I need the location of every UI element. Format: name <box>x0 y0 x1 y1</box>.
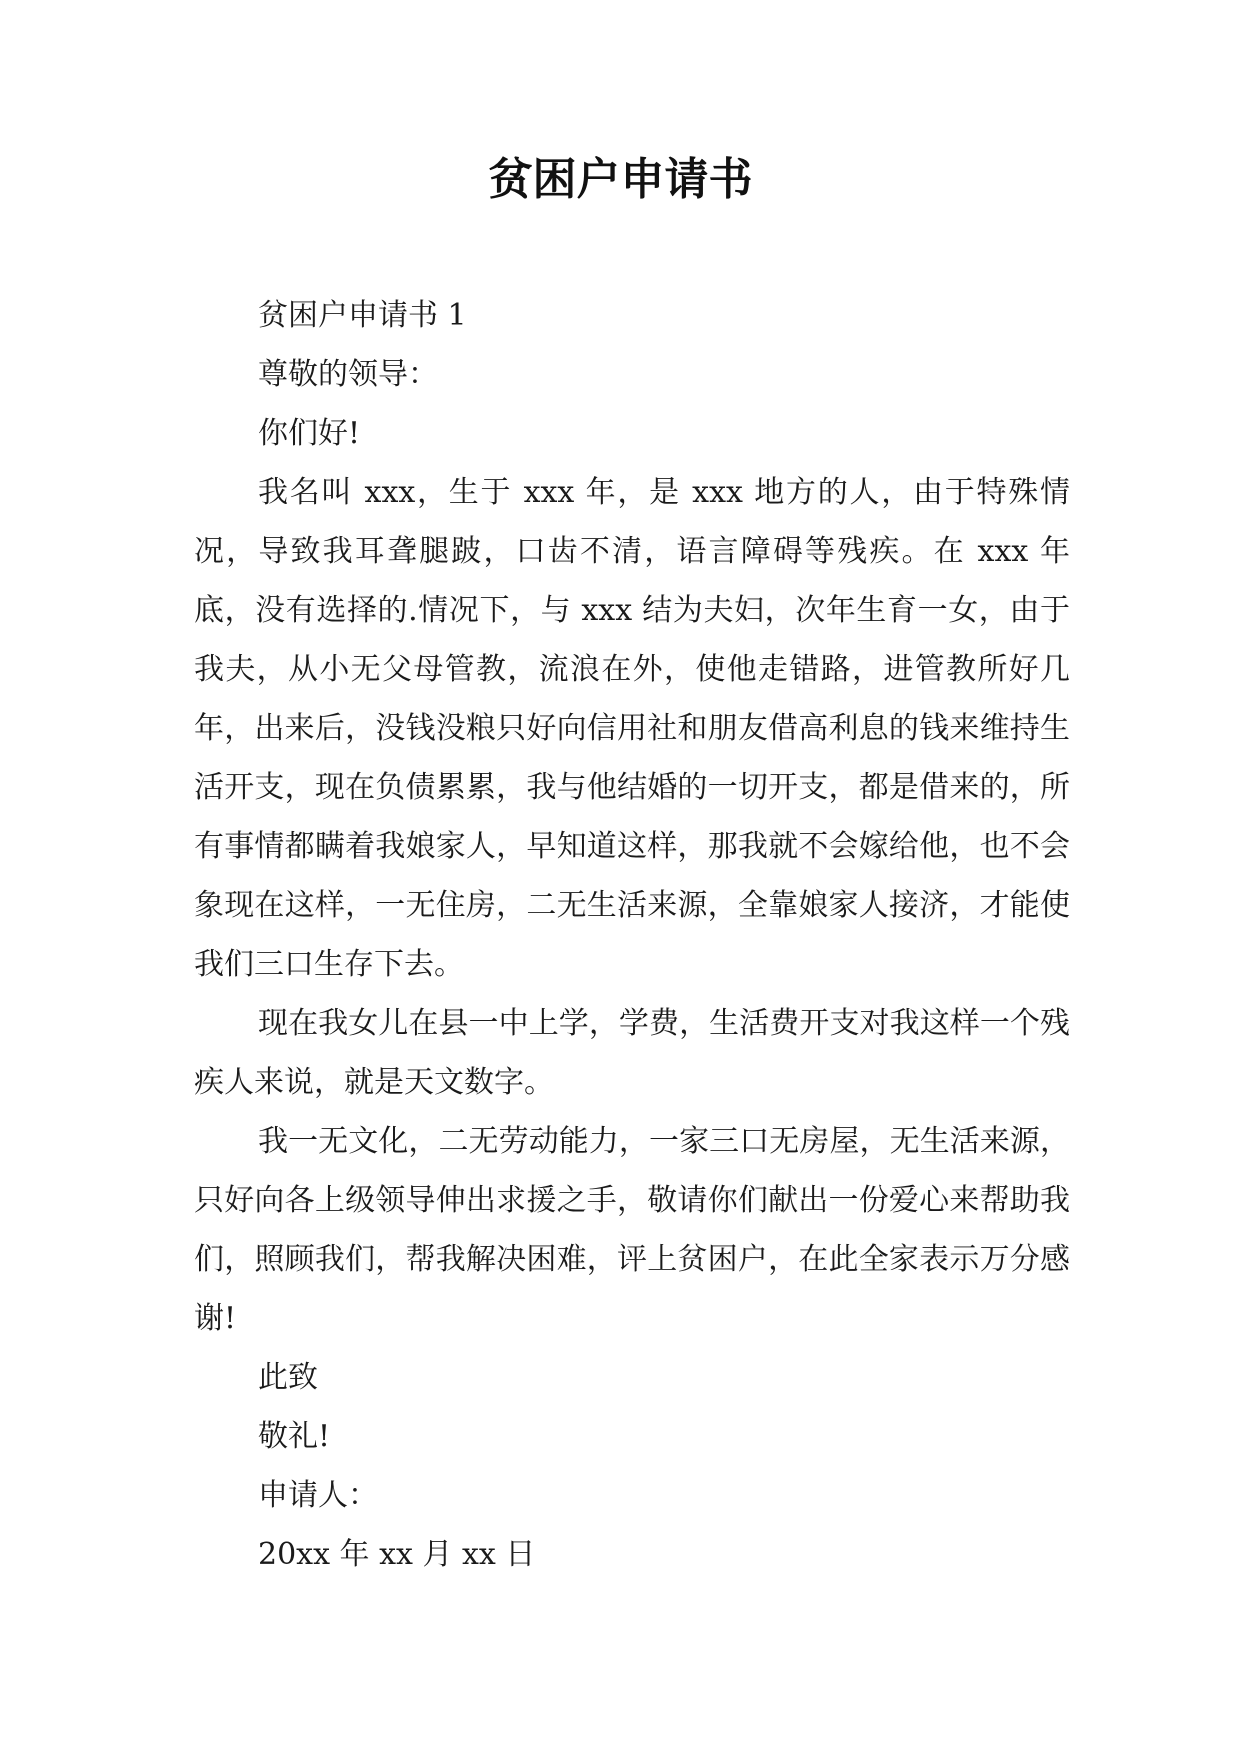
date-line: 20xx 年 xx 月 xx 日 <box>258 1537 536 1572</box>
document-subtitle: 贫困户申请书 1 <box>258 298 467 333</box>
paragraph-3: 我一无文化，二无劳动能力，一家三口无房屋，无生活来源，只好向各上级领导伸出求援之手，敬请你们献出一份爱心来帮助我们，照顾我们，帮我解决困难，评上贫困户，在此全家表示万分感谢! <box>194 1124 1070 1336</box>
greeting: 你们好! <box>258 416 361 451</box>
paragraph-1: 我名叫 xxx，生于 xxx 年，是 xxx 地方的人，由于特殊情况，导致我耳聋腿跛，口齿不清，语言障碍等残疾。在 xxx 年底，没有选择的.情况下，与 xxx 结为夫妇，次年生育一女，由于我夫，从小无父母管教，流浪在外，使他走错路，进管教所好几年，出来后，没钱没粮只好向信用社和朋友借高利息的钱来维持生活开支，现在负债累累，我与他结婚的一切开支，都是借来的，所有事情都瞒着我娘家人，早知道这样，那我就不会嫁给他，也不会象现在这样，一无住房，二无生活来源，全靠娘家人接济，才能使我们三口生存下去。 <box>194 475 1070 982</box>
document-title: 贫困户申请书 <box>488 154 753 205</box>
document-body <box>194 286 1070 1584</box>
closing-line-2: 敬礼! <box>258 1419 331 1454</box>
closing-line-1: 此致 <box>258 1360 318 1395</box>
applicant-label: 申请人： <box>258 1478 378 1513</box>
paragraph-2: 现在我女儿在县一中上学，学费，生活费开支对我这样一个残疾人来说，就是天文数字。 <box>194 1006 1070 1100</box>
salutation: 尊敬的领导： <box>258 357 438 392</box>
